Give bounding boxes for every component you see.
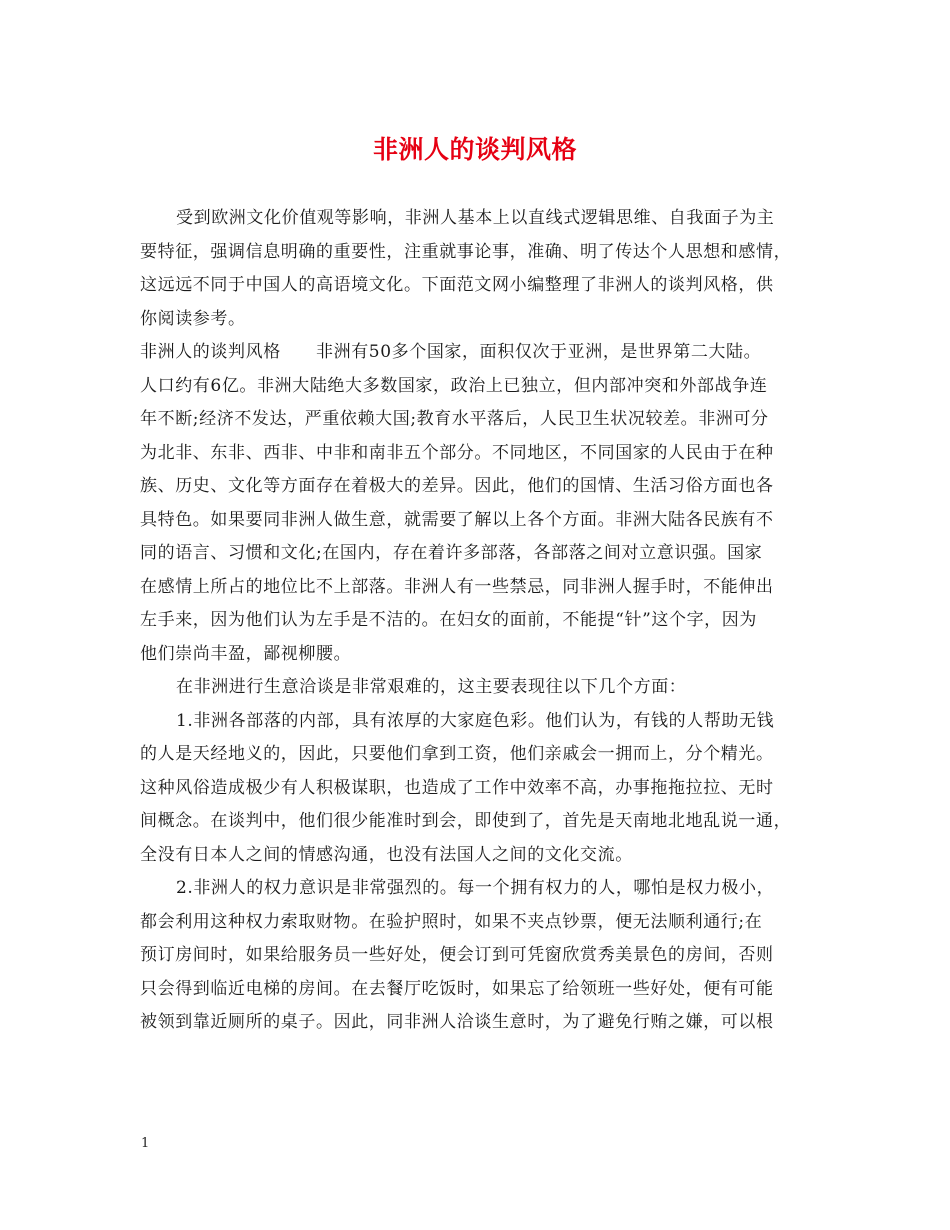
text-line: 预订房间时，如果给服务员一些好处，便会订到可凭窗欣赏秀美景色的房间，否则 [140,945,774,965]
text-line: 他们崇尚丰盈，鄙视柳腰。 [140,643,352,664]
text-line: 被领到靠近厕所的桌子。因此，同非洲人洽谈生意时，为了避免行贿之嫌，可以根 [140,1012,774,1032]
text-line: 都会利用这种权力索取财物。在验护照时，如果不夹点钞票，便无法顺利通行;在 [140,911,763,932]
text-line: 人口约有6亿。非洲大陆绝大多数国家，政治上已独立，但内部冲突和外部战争连 [140,375,768,396]
text-line: 左手来，因为他们认为左手是不洁的。在妇女的面前，不能提“针”这个字，因为 [140,610,757,630]
text-line: 只会得到临近电梯的房间。在去餐厅吃饭时，如果忘了给领班一些好处，便有可能 [140,978,774,999]
text-line: 在非洲进行生意洽谈是非常艰难的，这主要表现往以下几个方面： [176,677,687,697]
text-line: 受到欧洲文化价值观等影响，非洲人基本上以直线式逻辑思维、自我面子为主 [176,208,775,228]
text-line: 同的语言、习惯和文化;在国内，存在着许多部落，各部落之间对立意识强。国家 [140,543,763,563]
text-line: 为北非、东非、西非、中非和南非五个部分。不同地区，不同国家的人民由于在种 [140,442,774,463]
text-line: 2.非洲人的权力意识是非常强烈的。每一个拥有权力的人，哪怕是权力极小， [176,878,775,898]
text-line: 1.非洲各部落的内部，具有浓厚的大家庭色彩。他们认为，有钱的人帮助无钱 [176,710,775,731]
text-line: 具特色。如果要同非洲人做生意，就需要了解以上各个方面。非洲大陆各民族有不 [140,509,774,530]
text-line: 你阅读参考。 [140,308,246,329]
text-line: 的人是天经地义的，因此，只要他们拿到工资，他们亲戚会一拥而上，分个精光。 [140,744,774,764]
text-line: 这种风俗造成极少有人积极谋职，也造成了工作中效率不高，办事拖拖拉拉、无时 [140,777,774,798]
document-body [140,202,812,1040]
text-line: 族、历史、文化等方面存在着极大的差异。因此，他们的国情、生活习俗方面也各 [140,476,774,496]
text-line: 要特征，强调信息明确的重要性，注重就事论事，准确、明了传达个人思想和感情， [140,241,792,262]
text-line: 非洲人的谈判风格 非洲有50多个国家，面积仅次于亚洲，是世界第二大陆。 [140,342,762,362]
page-number: 1 [141,1136,150,1151]
text-line: 全没有日本人之间的情感沟通，也没有法国人之间的文化交流。 [140,844,633,865]
text-line: 年不断;经济不发达，严重依赖大国;教育水平落后，人民卫生状况较差。非洲可分 [140,409,769,429]
text-line: 间概念。在谈判中，他们很少能准时到会，即使到了，首先是天南地北地乱说一通， [140,811,792,831]
text-line: 在感情上所占的地位比不上部落。非洲人有一些禁忌，同非洲人握手时，不能伸出 [140,576,774,597]
text-line: 这远远不同于中国人的高语境文化。下面范文网小编整理了非洲人的谈判风格，供 [140,275,774,295]
document-title: 非洲人的谈判风格 [372,135,577,164]
